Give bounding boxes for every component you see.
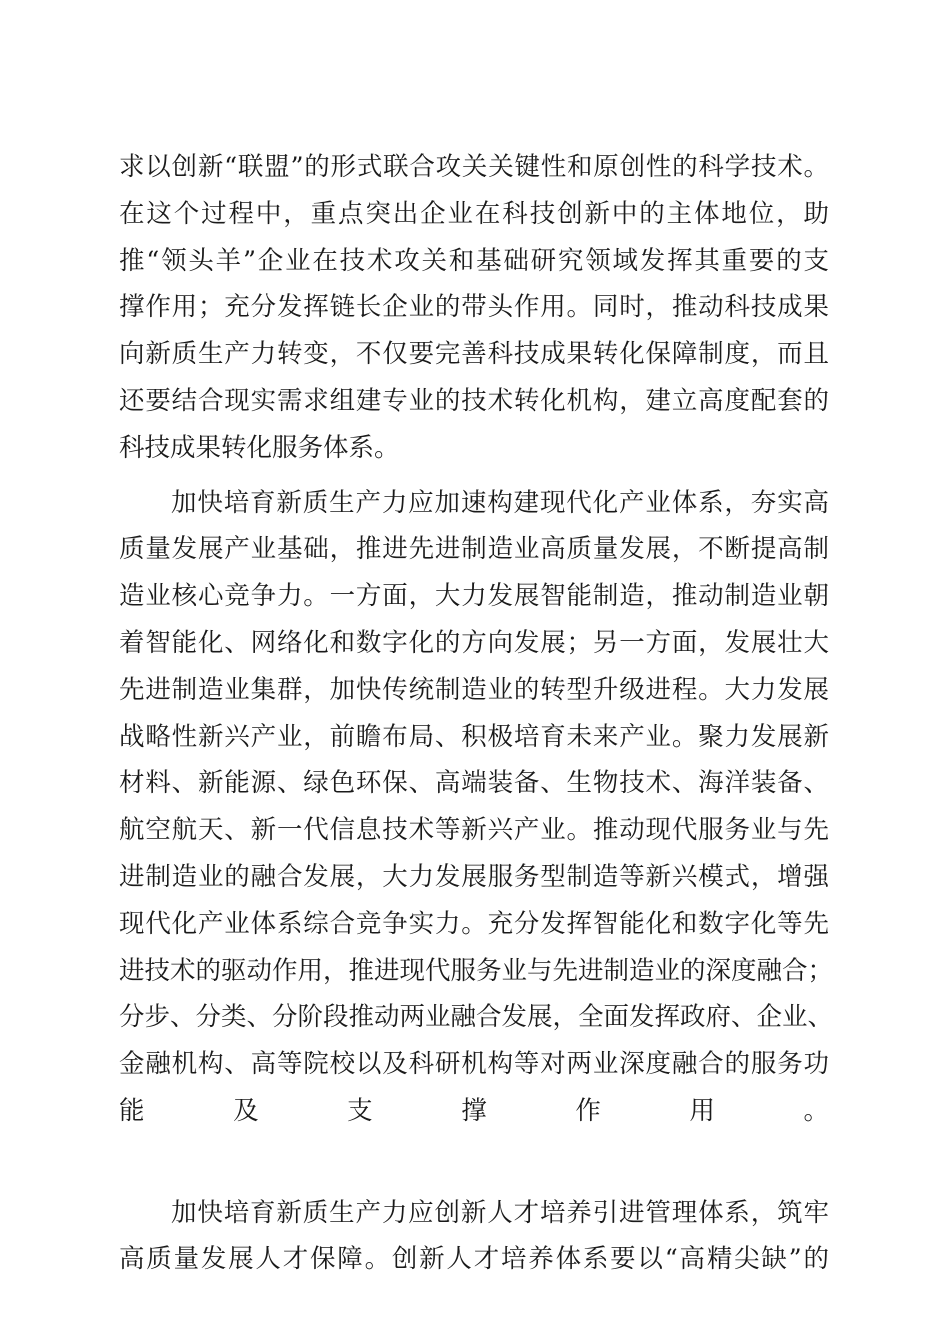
- text-line: 能及支撑作用。: [119, 1095, 829, 1126]
- text-line: 航空航天、新一代信息技术等新兴产业。推动现代服务业与先: [119, 815, 829, 846]
- text-line: 着智能化、网络化和数字化的方向发展；另一方面，发展壮大: [119, 627, 829, 658]
- text-line: 在这个过程中，重点突出企业在科技创新中的主体地位，助: [119, 198, 829, 229]
- text-line: 材料、新能源、绿色环保、高端装备、生物技术、海洋装备、: [119, 768, 829, 799]
- paragraph-3: [119, 1190, 829, 1284]
- text-line: 现代化产业体系综合竞争实力。充分发挥智能化和数字化等先: [119, 908, 829, 939]
- text-line: [119, 1135, 829, 1182]
- text-line: 进制造业的融合发展，大力发展服务型制造等新兴模式，增强: [119, 861, 829, 892]
- text-line: 高质量发展人才保障。创新人才培养体系要以“高精尖缺”的: [119, 1244, 829, 1275]
- paragraph-2: [119, 480, 834, 1182]
- paragraph-1: [119, 144, 829, 472]
- text-line: 求以创新“联盟”的形式联合攻关关键性和原创性的科学技术。: [119, 152, 829, 182]
- text-line: 撑作用；充分发挥链长企业的带头作用。同时，推动科技成果: [119, 292, 829, 323]
- body-text: [119, 144, 834, 1283]
- text-line: 科技成果转化服务体系。: [119, 432, 400, 463]
- text-line: 还要结合现实需求组建专业的技术转化机构，建立高度配套的: [119, 385, 829, 416]
- text-line: 先进制造业集群，加快传统制造业的转型升级进程。大力发展: [119, 674, 829, 705]
- text-line: 质量发展产业基础，推进先进制造业高质量发展，不断提高制: [119, 534, 829, 565]
- text-line: 进技术的驱动作用，推进现代服务业与先进制造业的深度融合；: [119, 955, 834, 986]
- text-line: 造业核心竞争力。一方面，大力发展智能制造，推动制造业朝: [119, 581, 829, 612]
- text-line: 向新质生产力转变，不仅要完善科技成果转化保障制度，而且: [119, 339, 829, 370]
- paragraph-spacer: [119, 1182, 829, 1190]
- text-line: 推“领头羊”企业在技术攻关和基础研究领域发挥其重要的支: [119, 245, 829, 276]
- text-line: 加快培育新质生产力应创新人才培养引进管理体系，筑牢: [171, 1197, 829, 1228]
- text-line: 分步、分类、分阶段推动两业融合发展，全面发挥政府、企业、: [119, 1002, 834, 1033]
- text-line: 金融机构、高等院校以及科研机构等对两业深度融合的服务功: [119, 1049, 829, 1080]
- paragraph-spacer: [119, 472, 829, 480]
- text-line: 战略性新兴产业，前瞻布局、积极培育未来产业。聚力发展新: [119, 721, 829, 752]
- text-line: 加快培育新质生产力应加速构建现代化产业体系，夯实高: [171, 487, 829, 518]
